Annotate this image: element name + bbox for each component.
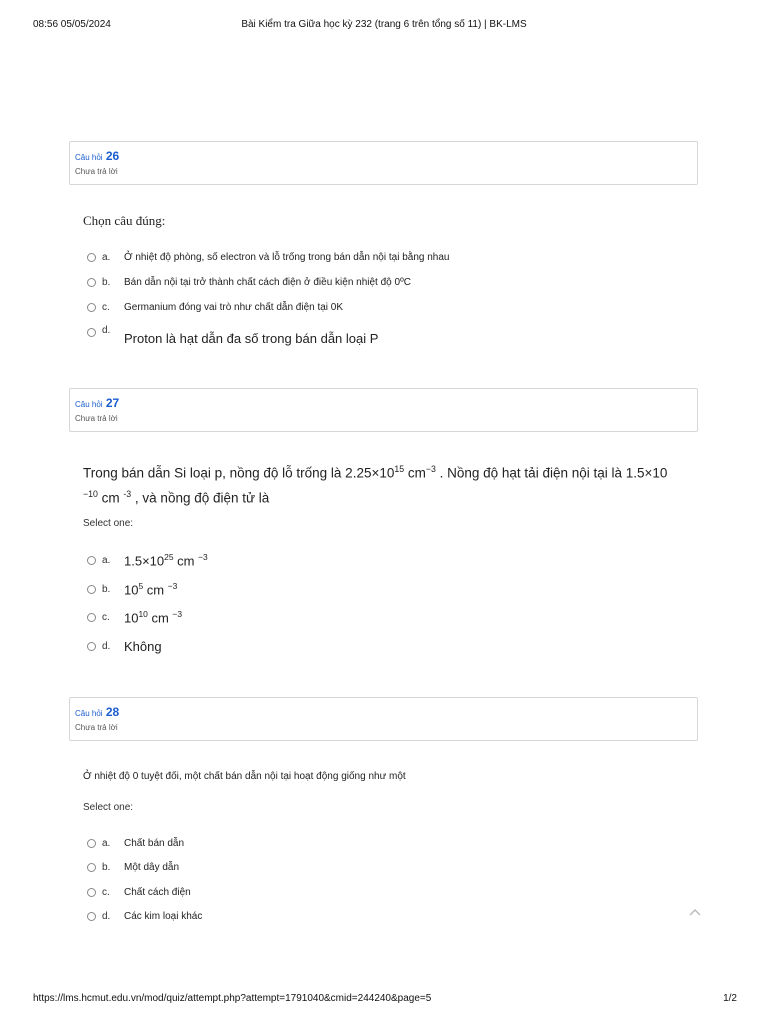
question-label: Câu hỏi (75, 400, 103, 409)
answer-letter: b. (102, 276, 111, 288)
answer-letter: d. (102, 640, 111, 652)
question-state: Chưa trả lời (75, 723, 118, 732)
question-label: Câu hỏi (75, 709, 103, 718)
page-title: Bài Kiểm tra Giữa học kỳ 232 (trang 6 trên tổng số 11) | BK-LMS (241, 19, 527, 30)
radio-button[interactable] (87, 863, 96, 872)
answer-letter: b. (102, 861, 111, 873)
select-one-prompt: Select one: (83, 518, 134, 529)
radio-button[interactable] (87, 888, 96, 897)
answer-28-d[interactable] (87, 907, 202, 925)
answer-27-c[interactable] (87, 608, 182, 626)
answer-letter: a. (102, 251, 111, 263)
page-url: https://lms.hcmut.edu.vn/mod/quiz/attempt.php?attempt=1791040&cmid=244240&page=5 (33, 993, 432, 1004)
radio-button[interactable] (87, 613, 96, 622)
answer-letter: d. (102, 910, 111, 922)
radio-button[interactable] (87, 328, 96, 337)
answer-26-c[interactable] (87, 298, 343, 316)
answer-text: Germanium đóng vai trò như chất dẫn điện tại 0K (124, 301, 344, 313)
page-number: 1/2 (723, 993, 737, 1004)
question-number-value: 27 (105, 396, 120, 410)
question-label: Câu hỏi (75, 153, 103, 162)
question-info-28 (69, 697, 698, 741)
radio-button[interactable] (87, 278, 96, 287)
question-number (75, 396, 119, 410)
answer-text: Một dây dẫn (124, 861, 180, 873)
answer-text: $10^{10}$ cm $^{-3}$ (124, 608, 183, 626)
answer-letter: c. (102, 301, 110, 313)
radio-button[interactable] (87, 839, 96, 848)
answer-28-b[interactable] (87, 858, 179, 876)
answer-text: Bán dẫn nội tại trở thành chất cách điện ở điều kiện nhiệt độ 0ºC (124, 276, 411, 288)
question-number (75, 705, 119, 719)
answer-26-d[interactable] (87, 326, 378, 344)
answer-letter: a. (102, 837, 111, 849)
answer-27-a[interactable] (87, 551, 208, 569)
answer-letter: a. (102, 554, 111, 566)
radio-button[interactable] (87, 253, 96, 262)
answer-26-a[interactable] (87, 248, 449, 266)
question-text-27: Trong bán dẫn Si loại p, nồng độ lỗ trống là $2.25\times 10^{15}$ $cm^{-3}$ . Nồng độ hạt tải điện nội tại là 1.5×10 $^{-10}$ cm $^{-3}$ , và nồng độ điện tử là (83, 464, 668, 505)
question-state: Chưa trả lời (75, 414, 118, 423)
chevron-up-icon[interactable] (688, 906, 702, 920)
question-text-26: Chọn câu đúng: (83, 213, 166, 228)
radio-button[interactable] (87, 585, 96, 594)
answer-26-b[interactable] (87, 273, 411, 291)
print-header (0, 0, 768, 40)
answer-27-d[interactable] (87, 637, 162, 655)
answer-27-b[interactable] (87, 580, 177, 598)
answer-letter: c. (102, 886, 110, 898)
question-number-value: 26 (105, 149, 120, 163)
question-state: Chưa trả lời (75, 167, 118, 176)
radio-button[interactable] (87, 912, 96, 921)
answer-letter: d. (102, 324, 111, 336)
answer-text: $1.5\times 10^{25}$ cm $^{-3}$ (124, 551, 208, 569)
answer-text: Chất cách điện (124, 886, 191, 898)
answer-letter: c. (102, 611, 110, 623)
answer-text: Proton là hạt dẫn đa số trong bán dẫn loại P (124, 330, 379, 346)
radio-button[interactable] (87, 303, 96, 312)
answer-28-c[interactable] (87, 883, 191, 901)
answer-28-a[interactable] (87, 834, 184, 852)
question-number (75, 149, 119, 163)
answer-letter: b. (102, 583, 111, 595)
answer-text: Không (124, 638, 162, 654)
print-datetime: 08:56 05/05/2024 (33, 19, 111, 30)
question-info-27 (69, 388, 698, 432)
question-number-value: 28 (105, 705, 120, 719)
select-one-prompt: Select one: (83, 802, 134, 813)
answer-text: Chất bán dẫn (124, 837, 185, 849)
answer-text: Các kim loại khác (124, 910, 203, 922)
answer-text: Ở nhiệt độ phòng, số electron và lỗ trống trong bán dẫn nội tại bằng nhau (124, 251, 450, 263)
radio-button[interactable] (87, 556, 96, 565)
answer-text: $10^5$ cm $^{-3}$ (124, 580, 178, 598)
radio-button[interactable] (87, 642, 96, 651)
question-text-28: Ở nhiệt độ 0 tuyệt đối, một chất bán dẫn nội tại hoạt động giống như một (83, 771, 406, 782)
question-info-26 (69, 141, 698, 185)
